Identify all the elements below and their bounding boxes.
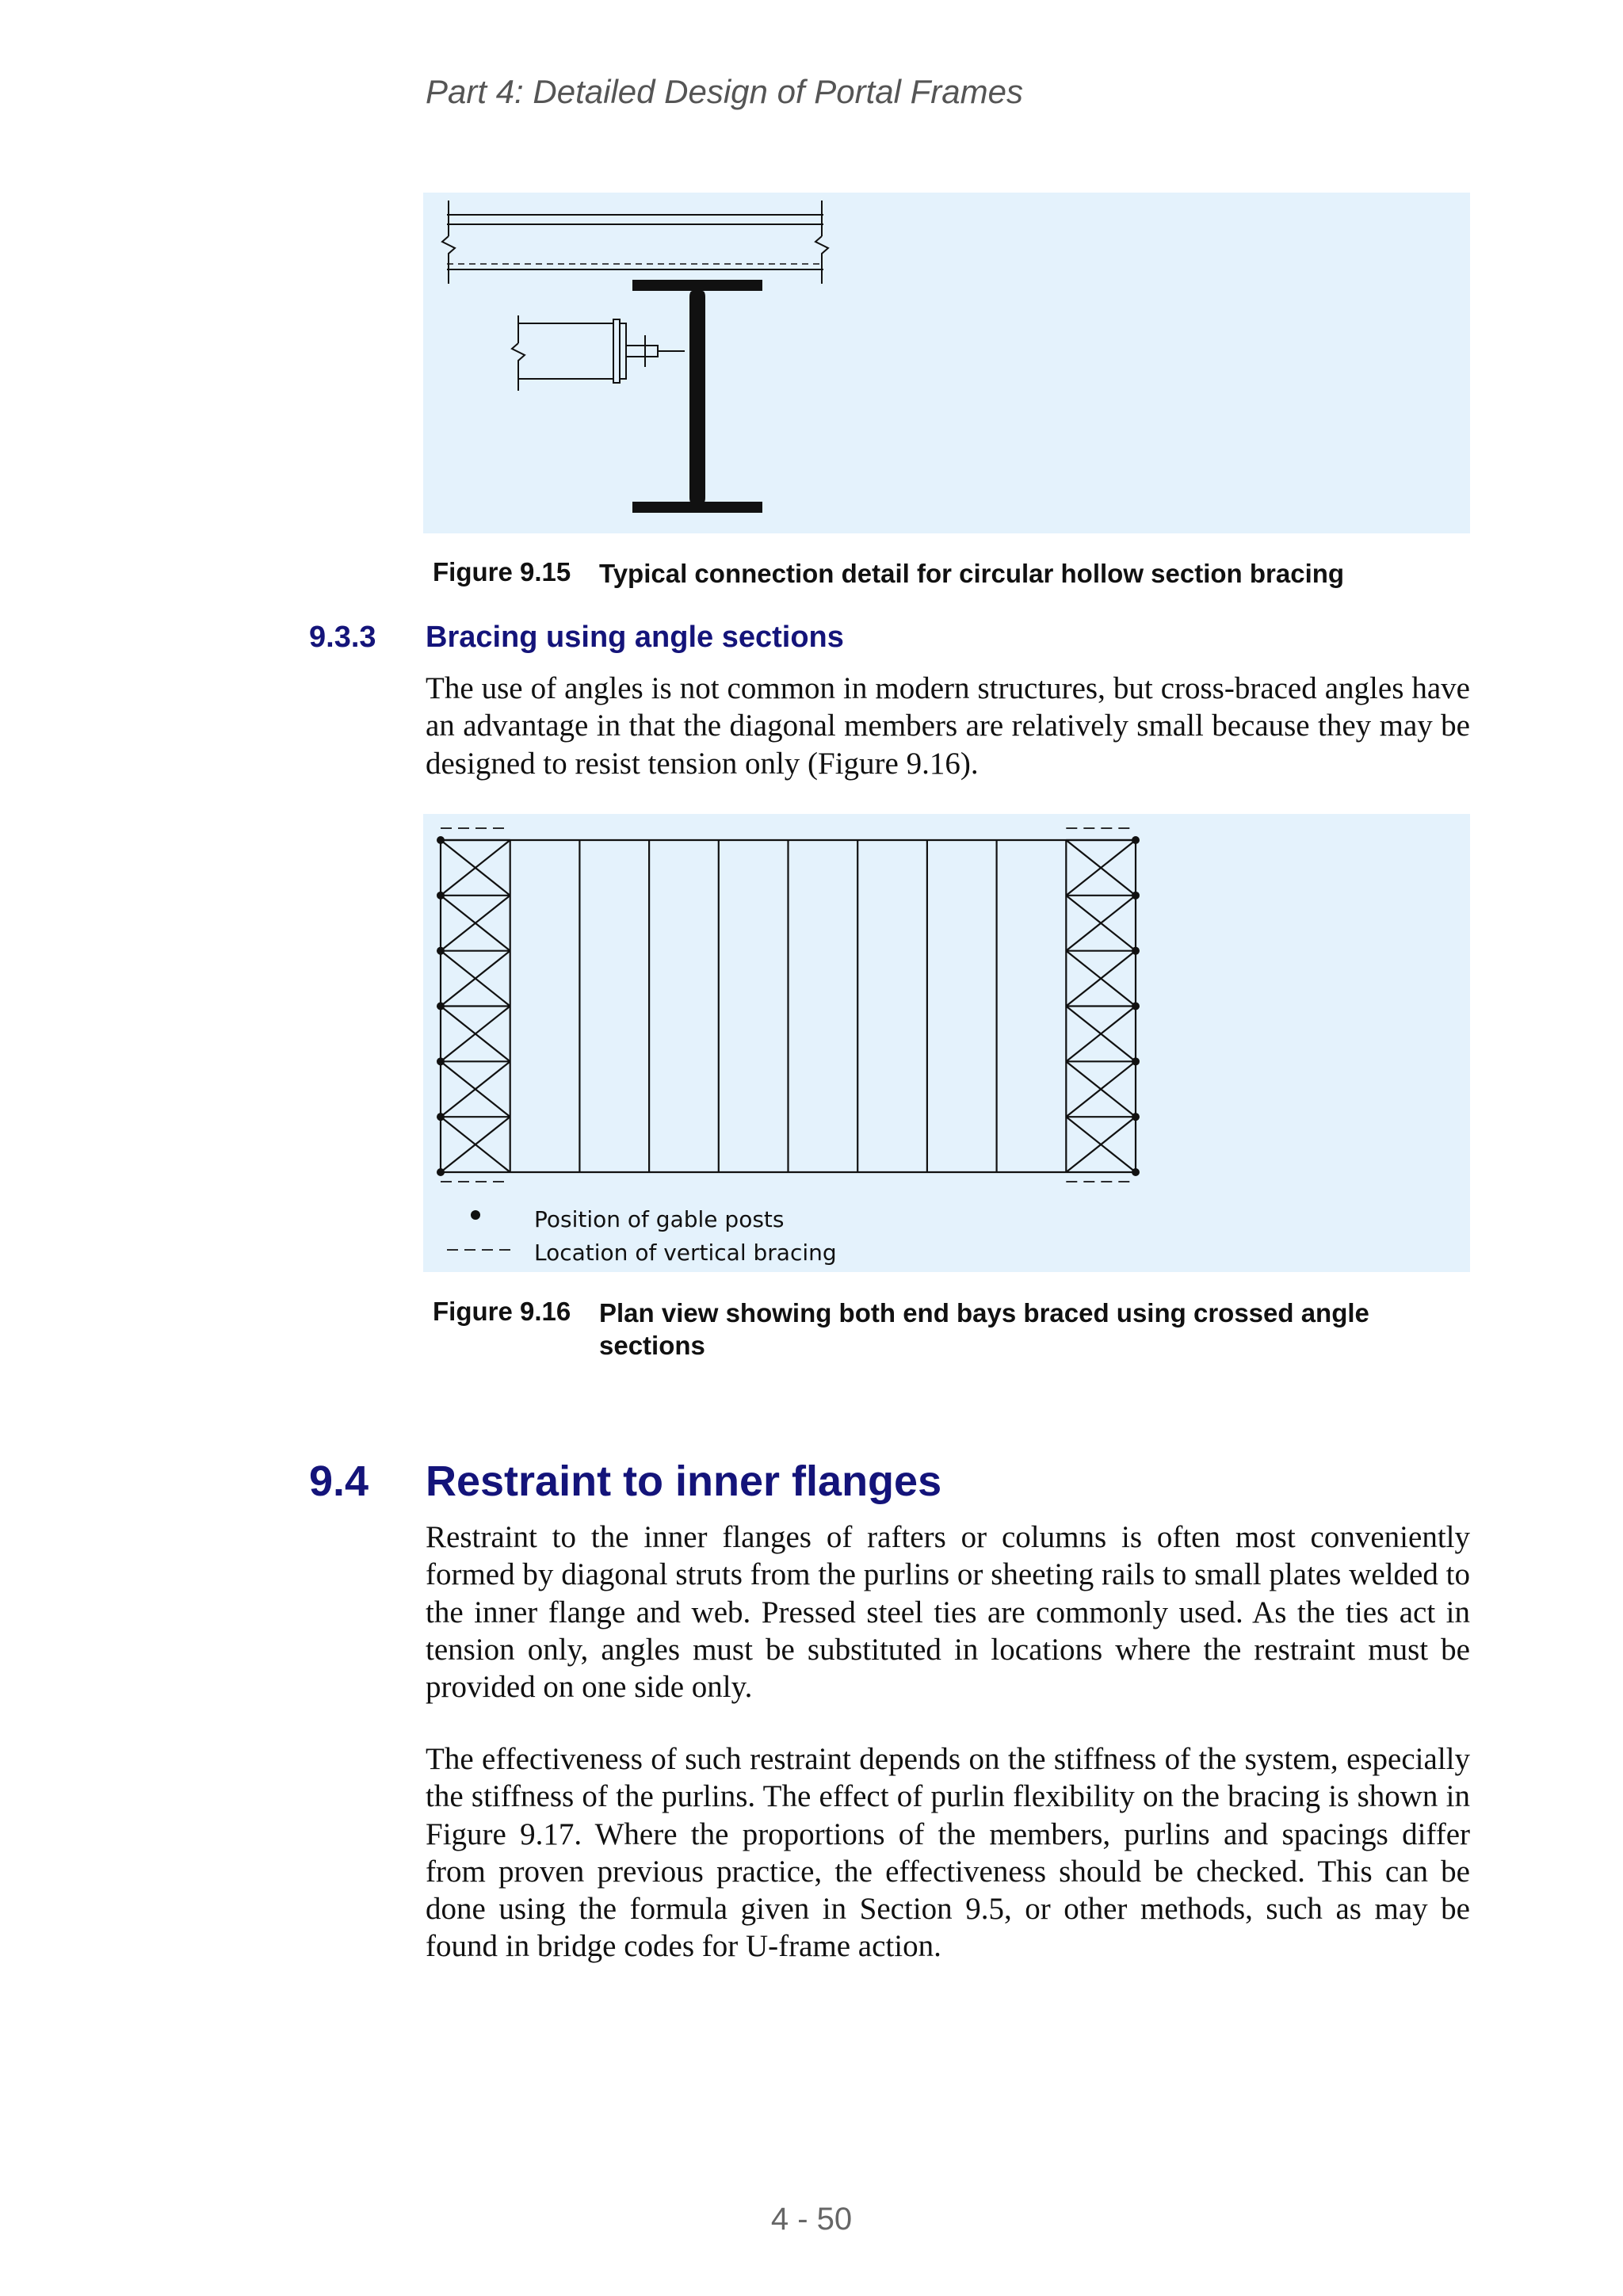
web <box>689 291 705 503</box>
gable-post-dot <box>1132 892 1140 900</box>
figure-9-16-caption <box>433 1297 1463 1368</box>
gable-post-dot <box>437 1113 445 1121</box>
connection-detail-drawing <box>423 193 1470 533</box>
section-title: Restraint to inner flanges <box>426 1457 942 1505</box>
gable-post-dot <box>437 836 445 844</box>
section-9-4-paragraph-2: The effectiveness of such restraint depends on the stiffness of the system, especially the stiffness of the purlins. The effect of purlin flexibility on the bracing is shown in Figure 9.17. Where the proportions of the members, purlins and spacings differ from proven previous practice, the effectiveness should be checked. This can be done using the formula given in Section 9.5, or other methods, such as may be found in bridge codes for U-frame action. <box>426 1742 1470 1964</box>
figure-9-15-caption <box>433 557 1463 593</box>
bottom-flange <box>632 502 762 513</box>
gable-post-dot <box>1132 836 1140 844</box>
figure-caption-text: Typical connection detail for circular hollow section bracing <box>599 559 1345 588</box>
beam-break-left <box>442 236 455 284</box>
figure-9-15-connection-detail <box>423 193 1470 533</box>
plan-view-drawing <box>423 814 1470 1272</box>
section-number: 9.3.3 <box>309 621 376 654</box>
section-number: 9.4 <box>309 1457 369 1505</box>
gable-post-dot <box>1132 947 1140 955</box>
figure-number: Figure 9.16 <box>433 1297 571 1326</box>
gable-post-dot <box>1132 1113 1140 1121</box>
page-number: 4 - 50 <box>770 2202 853 2237</box>
legend-vertical-bracing-label: Location of vertical bracing <box>534 1240 837 1266</box>
top-flange <box>632 280 762 291</box>
end-plate-2 <box>620 323 626 379</box>
gable-post-dot <box>437 947 445 955</box>
i-section-column <box>632 280 762 513</box>
gable-post-dot <box>437 1168 445 1176</box>
legend-gable-posts-label: Position of gable posts <box>534 1206 785 1232</box>
gable-post-dot <box>1132 1057 1140 1065</box>
section-9-4-paragraph-1: Restraint to the inner flanges of rafters or columns is often most conveniently formed by diagonal struts from the purlins or sheeting rails to small plates welded to the inner flange and web. Pressed steel ties are commonly used. As the ties act in tension only, angles must be substituted in locations where the restraint must be provided on one side only. <box>426 1520 1470 1705</box>
end-plate <box>613 319 620 383</box>
section-title: Bracing using angle sections <box>426 621 844 654</box>
running-header: Part 4: Detailed Design of Portal Frames <box>426 73 1023 110</box>
fin-plate <box>626 346 658 357</box>
gable-post-dot <box>437 1003 445 1010</box>
section-9-3-3-paragraph: The use of angles is not common in modern structures, but cross-braced angles have an advantage in that the diagonal members are relatively small because they may be designed to resist tension only (Figure 9.16). <box>426 671 1470 781</box>
figure-9-16-plan-view <box>423 814 1470 1272</box>
gable-post-dot <box>437 1057 445 1065</box>
figure-number: Figure 9.15 <box>433 557 571 586</box>
chs-break <box>512 343 525 391</box>
beam-break-right <box>815 236 828 284</box>
gable-post-dot <box>1132 1003 1140 1010</box>
figure-caption-text: Plan view showing both end bays braced using crossed angle sections <box>599 1298 1369 1360</box>
gable-post-dot <box>437 892 445 900</box>
gable-post-dot <box>1132 1168 1140 1176</box>
legend-gable-post-dot <box>471 1210 480 1220</box>
